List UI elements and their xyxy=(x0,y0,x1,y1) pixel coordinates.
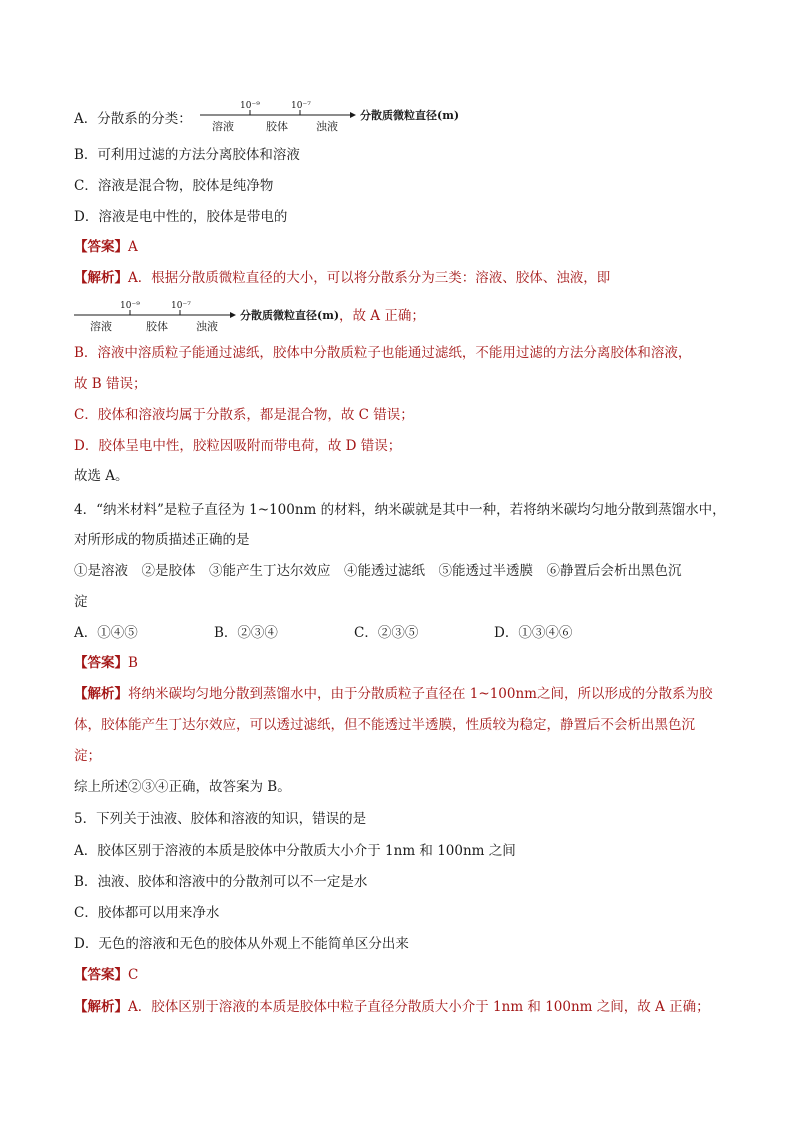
q3-option-c: C．溶液是混合物，胶体是纯净物 xyxy=(74,178,274,194)
answer-value: B xyxy=(128,655,138,671)
tick-label-1e-7: 10⁻⁷ xyxy=(291,101,311,111)
q4-option-d: D．①③④⑥ xyxy=(494,625,573,641)
answer-value: A xyxy=(128,239,138,255)
q3-analysis-c: C．胶体和溶液均属于分散系，都是混合物，故 C 错误； xyxy=(74,407,414,423)
q3-option-a-label: A．分散系的分类： xyxy=(74,111,192,127)
segment-solution: 溶液 xyxy=(90,320,112,333)
q5-analysis-line-1 xyxy=(74,998,710,1016)
analysis-tag: 【解析】 xyxy=(74,270,128,286)
segment-colloid: 胶体 xyxy=(146,320,168,333)
answer-tag: 【答案】 xyxy=(74,239,128,255)
q5-stem: 5．下列关于浊液、胶体和溶液的知识，错误的是 xyxy=(74,811,367,827)
q5-option-a: A．胶体区别于溶液的本质是胶体中分散质大小介于 1nm 和 100nm 之间 xyxy=(74,843,516,859)
analysis-text: 将纳米碳均匀地分散到蒸馏水中，由于分散质粒子直径在 1~100nm之间，所以形成的分散系为胶 xyxy=(128,686,713,702)
q5-option-c: C．胶体都可以用来净水 xyxy=(74,905,220,921)
answer-tag: 【答案】 xyxy=(74,967,128,983)
q3-analysis-b-line-2: 故 B 错误； xyxy=(74,376,147,392)
tick-label-1e-7: 10⁻⁷ xyxy=(171,301,191,311)
q4-conclusion: 综上所述②③④正确，故答案为 B。 xyxy=(74,779,291,795)
analysis-text: A．胶体区别于溶液的本质是胶体中粒子直径分散质大小介于 1nm 和 100nm 之间，故 A 正确； xyxy=(128,999,710,1015)
q5-option-b: B．浊液、胶体和溶液中的分散剂可以不一定是水 xyxy=(74,874,368,890)
q4-stem-line-1: 4．“纳米材料”是粒子直径为 1~100nm 的材料，纳米碳就是其中一种，若将纳米碳均匀地分散到蒸馏水中， xyxy=(74,502,726,518)
segment-solution: 溶液 xyxy=(212,120,234,133)
answer-value: C xyxy=(128,967,139,983)
segment-colloid: 胶体 xyxy=(266,120,288,133)
q3-analysis-d: D．胶体呈电中性，胶粒因吸附而带电荷，故 D 错误； xyxy=(74,438,402,454)
q3-analysis-line-1 xyxy=(74,269,610,287)
q4-items-line-2: 淀 xyxy=(74,594,88,610)
analysis-tag: 【解析】 xyxy=(74,999,128,1015)
analysis-tag: 【解析】 xyxy=(74,686,128,702)
segment-suspension: 浊液 xyxy=(196,320,218,333)
q4-answer xyxy=(74,654,138,672)
q4-options xyxy=(74,624,572,642)
q3-analysis-b-line-1: B．溶液中溶质粒子能通过滤纸，胶体中分散质粒子也能通过滤纸，不能用过滤的方法分离胶体和溶液， xyxy=(74,345,692,361)
q4-option-b: B．②③④ xyxy=(214,625,278,641)
q5-answer xyxy=(74,966,138,984)
q4-analysis-line-3: 淀； xyxy=(74,748,101,764)
axis-label: 分散质微粒直径(m) xyxy=(360,109,460,122)
q4-items-line-1: ①是溶液 ②是胶体 ③能产生丁达尔效应 ④能透过滤纸 ⑤能透过半透膜 ⑥静置后会析出黑色沉 xyxy=(74,563,682,579)
q3-option-d: D．溶液是电中性的，胶体是带电的 xyxy=(74,209,288,225)
dispersion-scale-diagram-1 xyxy=(200,98,470,134)
tick-label-1e-9: 10⁻⁹ xyxy=(240,101,260,111)
axis-label: 分散质微粒直径(m) xyxy=(240,309,340,322)
q4-option-c: C．②③⑤ xyxy=(354,625,419,641)
segment-suspension: 浊液 xyxy=(316,120,338,133)
q4-option-a: A．①④⑤ xyxy=(74,625,138,641)
answer-tag: 【答案】 xyxy=(74,655,128,671)
q4-stem-line-2: 对所形成的物质描述正确的是 xyxy=(74,532,250,548)
q4-analysis-line-2: 体，胶体能产生丁达尔效应，可以透过滤纸，但不能透过半透膜，性质较为稳定，静置后不会析出黑色沉 xyxy=(74,717,695,733)
q5-option-d: D．无色的溶液和无色的胶体从外观上不能简单区分出来 xyxy=(74,936,409,952)
q4-analysis-line-1 xyxy=(74,685,712,703)
q3-option-a xyxy=(74,110,192,128)
q3-conclusion: 故选 A。 xyxy=(74,468,129,484)
tick-label-1e-9: 10⁻⁹ xyxy=(120,301,140,311)
dispersion-scale-diagram-2 xyxy=(74,298,344,334)
q3-analysis-a-conclusion: ，故 A 正确； xyxy=(339,308,425,324)
q3-option-b: B．可利用过滤的方法分离胶体和溶液 xyxy=(74,147,300,163)
analysis-text: A．根据分散质微粒直径的大小，可以将分散系分为三类：溶液、胶体、浊液，即 xyxy=(128,270,611,286)
q3-answer xyxy=(74,238,138,256)
